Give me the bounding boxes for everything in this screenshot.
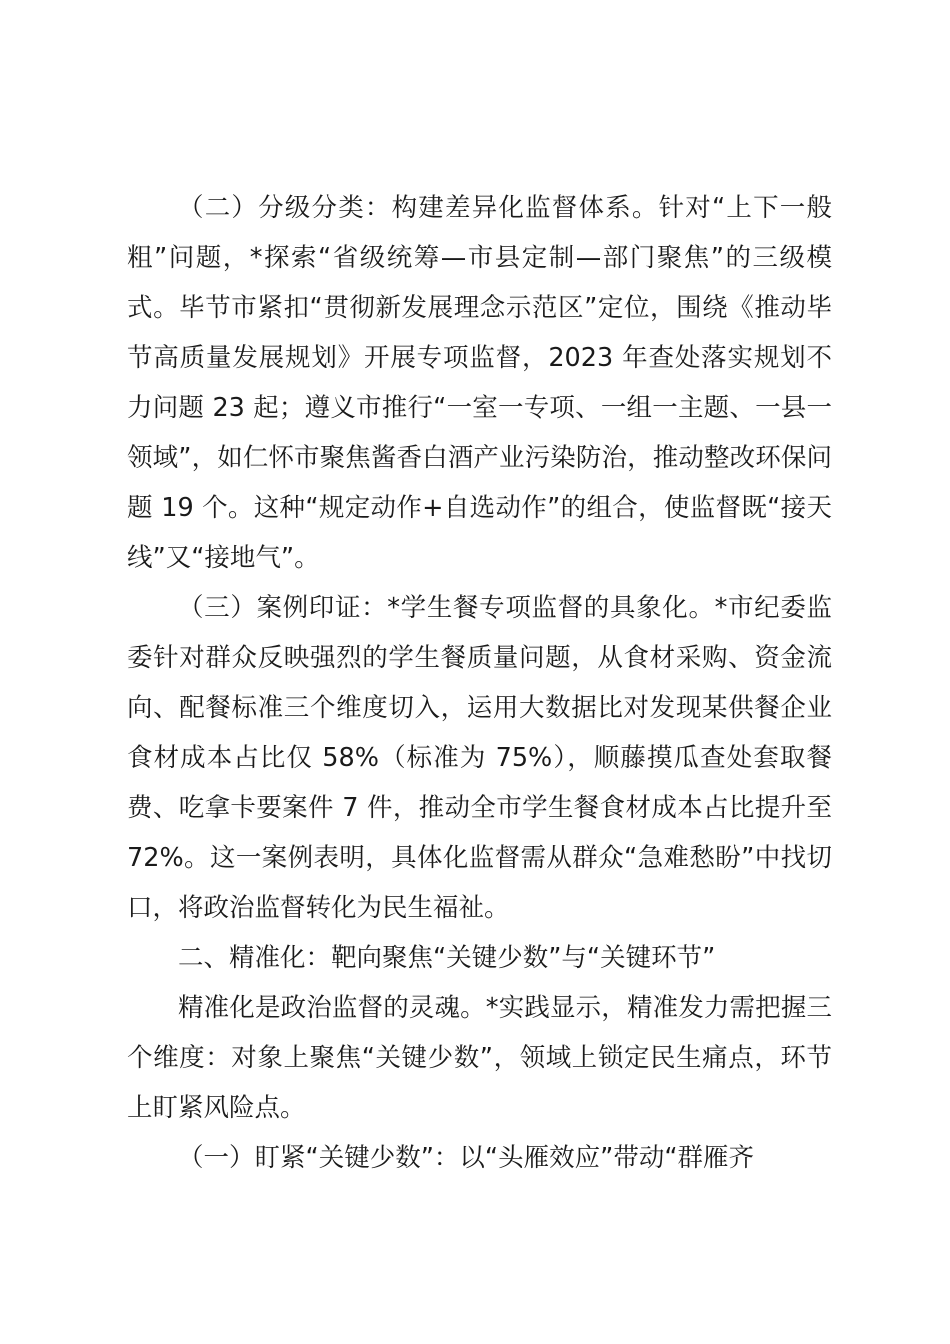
document-body <box>127 183 832 1183</box>
section-heading-precision: 二、精准化：靶向聚焦“关键少数”与“关键环节” <box>178 943 716 973</box>
paragraph-tiered-classification: （二）分级分类：构建差异化监督体系。针对“上下一般粗”问题，*探索“省级统筹—市县定制—部门聚焦”的三级模式。毕节市紧扣“贯彻新发展理念示范区”定位，围绕《推动毕节高质量发展规划》开展专项监督，2023 年查处落实规划不力问题 23 起；遵义市推行“一室一专项、一组一主题、一县一领域”，如仁怀市聚焦酱香白酒产业污染防治，推动整改环保问题 19 个。这种“规定动作+自选动作”的组合，使监督既“接天线”又“接地气”。 <box>127 193 832 573</box>
paragraph-case-evidence: （三）案例印证：*学生餐专项监督的具象化。*市纪委监委针对群众反映强烈的学生餐质量问题，从食材采购、资金流向、配餐标准三个维度切入，运用大数据比对发现某供餐企业食材成本占比仅 58%（标准为 75%），顺藤摸瓜查处套取餐费、吃拿卡要案件 7 件，推动全市学生餐食材成本占比提升至 72%。这一案例表明，具体化监督需从群众“急难愁盼”中找切口，将政治监督转化为民生福祉。 <box>127 593 832 923</box>
paragraph-key-minority: （一）盯紧“关键少数”：以“头雁效应”带动“群雁齐 <box>178 1143 755 1173</box>
paragraph-precision-intro: 精准化是政治监督的灵魂。*实践显示，精准发力需把握三个维度：对象上聚焦“关键少数”，领域上锁定民生痛点，环节上盯紧风险点。 <box>127 993 832 1123</box>
